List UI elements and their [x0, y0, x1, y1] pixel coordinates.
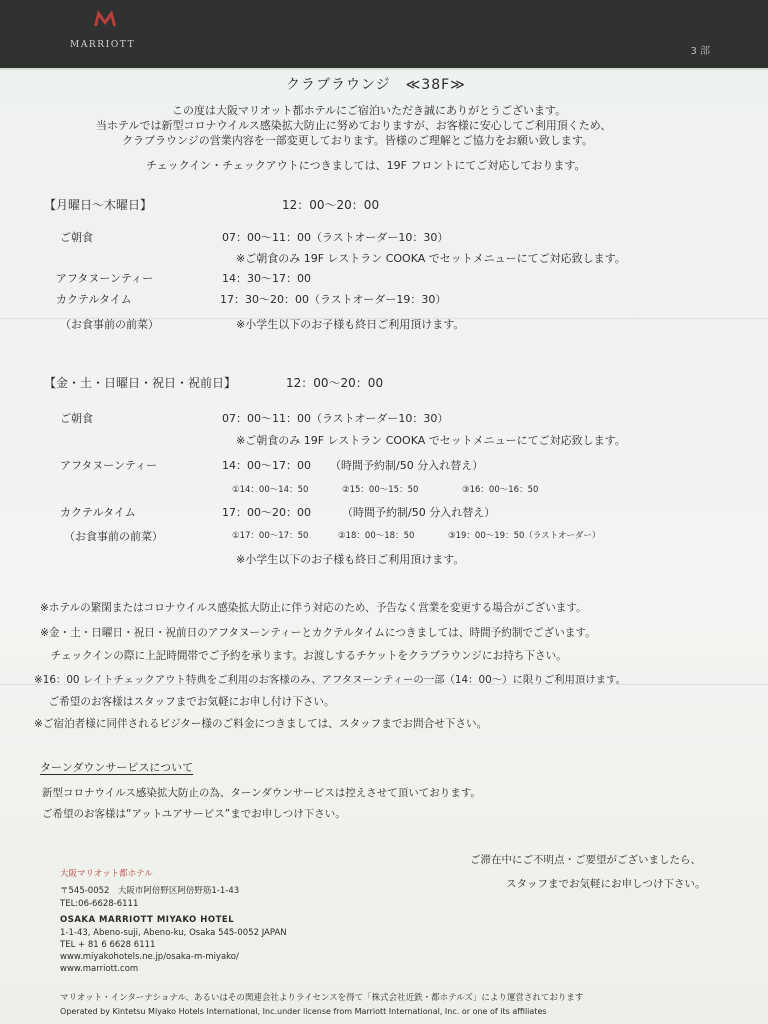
- breakfast-time: 07：00～11：00（ラストオーダー10：30）: [222, 231, 449, 244]
- checkin-note: チェックイン・チェックアウトにつきましては、19F フロントにてご対応しております。: [146, 159, 586, 172]
- cocktail-slot: ②18：00～18：50: [338, 531, 415, 541]
- weekday-hours: 12：00～20：00: [282, 198, 380, 212]
- cocktail-reserve: （時間予約制/50 分入れ替え）: [342, 506, 496, 519]
- address-jp: 〒545-0052 大阪市阿倍野区阿倍野筋1-1-43: [60, 886, 240, 896]
- note-line: チェックインの際に上記時間帯でご予約を承ります。お渡しするチケットをクラブラウンジにお持ち下さい。: [40, 650, 567, 662]
- cocktail-label: カクテルタイム: [60, 506, 136, 519]
- page-number: 3 部: [690, 46, 710, 57]
- weekday-heading: 【月曜日～木曜日】: [44, 198, 153, 212]
- phone-en: TEL + 81 6 6628 6111: [60, 940, 156, 950]
- hotel-name-en: OSAKA MARRIOTT MIYAKO HOTEL: [60, 915, 235, 925]
- cocktail-sub: （お食事前の前菜）: [64, 530, 163, 543]
- weekend-heading: 【金・土・日曜日・祝日・祝前日】: [44, 376, 237, 390]
- breakfast-label: ご朝食: [60, 231, 93, 244]
- breakfast-note: ※ご朝食のみ 19F レストラン COOKA でセットメニューにてご対応致します。: [236, 252, 626, 265]
- note-line: ※ご宿泊者様に同伴されるビジター様のご料金につきましては、スタッフまでお問合せ下さい。: [34, 718, 488, 730]
- brand-name: MARRIOTT: [70, 40, 136, 50]
- breakfast-time: 07：00～11：00（ラストオーダー10：30）: [222, 412, 449, 425]
- breakfast-note: ※ご朝食のみ 19F レストラン COOKA でセットメニューにてご対応致します。: [236, 434, 626, 447]
- address-en: 1-1-43, Abeno-suji, Abeno-ku, Osaka 545-0052 JAPAN: [60, 928, 287, 938]
- intro-line: 当ホテルでは新型コロナウイルス感染拡大防止に努めておりますが、お客様に安心してご利用頂くため、: [96, 119, 612, 132]
- intro-line: クラブラウンジの営業内容を一部変更しております。皆様のご理解とご協力をお願い致します。: [122, 134, 593, 147]
- kids-note: ※小学生以下のお子様も終日ご利用頂けます。: [236, 553, 465, 566]
- afternoon-tea-reserve: （時間予約制/50 分入れ替え）: [330, 459, 484, 472]
- phone-jp: TEL:06-6628-6111: [60, 899, 139, 909]
- note-line: ※金・土・日曜日・祝日・祝前日のアフタヌーンティーとカクテルタイムにつきましては、時間予約制でございます。: [40, 627, 596, 639]
- license-en: Operated by Kintetsu Miyako Hotels International, Inc.under license from Marriott International, Inc. or one of its affiliates: [60, 1007, 547, 1016]
- cocktail-label: カクテルタイム: [56, 293, 132, 306]
- marriott-logo-icon: [92, 6, 118, 28]
- note-line: ※16：00 レイトチェックアウト特典をご利用のお客様のみ、アフタヌーンティーの一部（14：00～）に限りご利用頂けます。: [34, 674, 627, 686]
- turndown-heading: ターンダウンサービスについて: [40, 761, 194, 774]
- tea-slot: ①14：00～14：50: [232, 485, 309, 495]
- cocktail-time: 17：30～20：00（ラストオーダー19：30）: [220, 293, 447, 306]
- turndown-line: 新型コロナウイルス感染拡大防止の為、ターンダウンサービスは控えさせて頂いております。: [42, 787, 481, 799]
- hotel-name-jp: 大阪マリオット都ホテル: [60, 869, 153, 879]
- afternoon-tea-time: 14：00～17：00: [222, 459, 311, 472]
- afternoon-tea-label: アフタヌーンティー: [56, 272, 154, 285]
- cocktail-time: 17：00～20：00: [222, 506, 311, 519]
- note-line: ご希望のお客様はスタッフまでお気軽にお申し付け下さい。: [38, 696, 335, 708]
- website-link[interactable]: www.miyakohotels.ne.jp/osaka-m-miyako/: [60, 952, 239, 962]
- license-jp: マリオット・インターナショナル、あるいはその関連会社よりライセンスを得て「株式会社近鉄・都ホテルズ」により運営されております: [60, 993, 584, 1003]
- tea-slot: ②15：00～15：50: [342, 485, 419, 495]
- header-band: [0, 0, 768, 70]
- tea-slot: ③16：00～16：50: [462, 485, 539, 495]
- kids-note: ※小学生以下のお子様も終日ご利用頂けます。: [236, 318, 465, 331]
- closing-line: ご滞在中にご不明点・ご要望がございましたら、: [470, 854, 701, 866]
- note-line: ※ホテルの繁閑またはコロナウイルス感染拡大防止に伴う対応のため、予告なく営業を変更する場合がございます。: [40, 602, 587, 614]
- cocktail-sub: （お食事前の前菜）: [60, 318, 159, 331]
- cocktail-slot: ③19：00～19：50（ラストオーダー）: [448, 531, 601, 541]
- page-title: クラブラウンジ ≪38F≫: [286, 77, 466, 93]
- cocktail-slot: ①17：00～17：50: [232, 531, 309, 541]
- afternoon-tea-time: 14：30～17：00: [222, 272, 311, 285]
- closing-line: スタッフまでお気軽にお申しつけ下さい。: [506, 878, 706, 890]
- breakfast-label: ご朝食: [60, 412, 93, 425]
- weekend-hours: 12：00～20：00: [286, 376, 384, 390]
- intro-line: この度は大阪マリオット都ホテルにご宿泊いただき誠にありがとうございます。: [172, 104, 567, 117]
- turndown-line: ご希望のお客様は“アットユアサービス”までお申しつけ下さい。: [42, 808, 346, 820]
- afternoon-tea-label: アフタヌーンティー: [60, 459, 158, 472]
- website-link[interactable]: www.marriott.com: [60, 964, 139, 974]
